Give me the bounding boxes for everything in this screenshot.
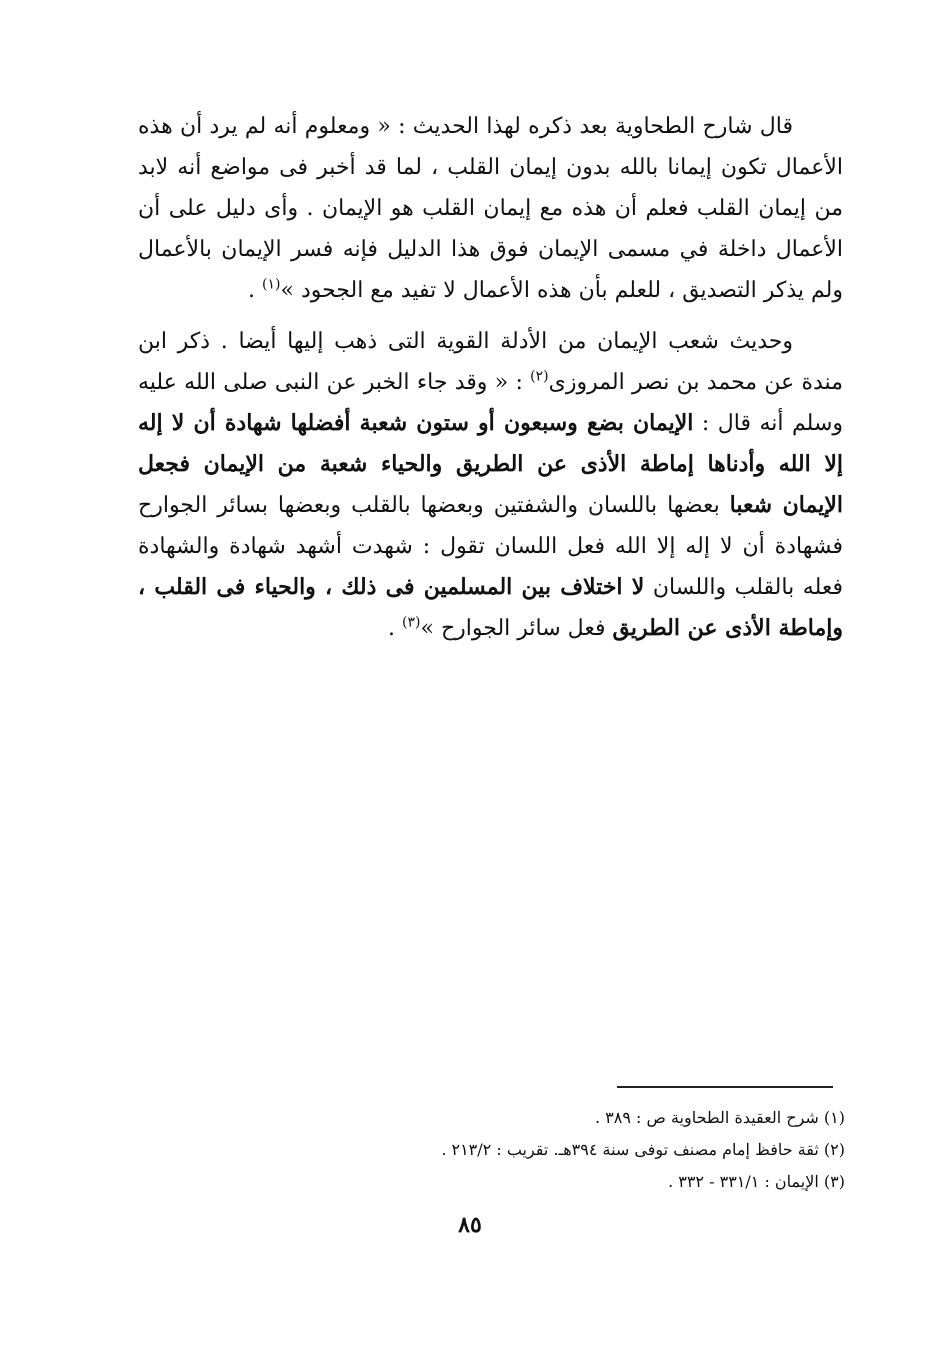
paragraph-2-text-4: فعل سائر الجوارح »: [420, 616, 613, 641]
footnote-3: (٣) الإيمان : ٣٣١/١ - ٣٣٢ .: [668, 1172, 845, 1191]
paragraph-2: [138, 321, 843, 649]
footnote-ref-3: (٣): [402, 614, 421, 631]
paragraph-2-tail: .: [388, 616, 403, 641]
paragraph-1: [138, 106, 843, 311]
main-text: [138, 106, 843, 649]
footnote-divider: [617, 1086, 833, 1088]
paragraph-2-text-3: بعضها باللسان والشفتين وبعضها بالقلب وبعضها بسائر الجوارح فشهادة أن لا إله إلا الله فعل اللسان تقول : شهدت أشهد شهادة والشهادة فعله بالقلب واللسان: [138, 493, 843, 600]
paragraph-1-text: قال شارح الطحاوية بعد ذكره لهذا الحديث : « ومعلوم أنه لم يرد أن هذه الأعمال تكون إيمانا بالله بدون إيمان القلب ، لما قد أخبر فى مواضع أنه لابد من إيمان القلب فعلم أن هذه مع إيمان القلب هو الإيمان . وأى دليل على أن الأعمال داخلة في مسمى الإيمان فوق هذا الدليل فإنه فسر الإيمان بالأعمال ولم يذكر التصديق ، للعلم بأن هذه الأعمال لا تفيد مع الجحود »: [138, 114, 843, 303]
page-number: ٨٥: [458, 1212, 482, 1238]
footnote-1: (١) شرح العقيدة الطحاوية ص : ٣٨٩ .: [595, 1108, 845, 1127]
paragraph-1-tail: .: [248, 278, 263, 303]
paragraph-2-bold-2: لا اختلاف بين المسلمين فى ذلك ، والحياء فى القلب ، وإماطة الأذى عن الطريق: [138, 574, 843, 641]
footnote-ref-2: (٢): [530, 368, 549, 385]
paragraph-2-text-2: : « وقد جاء الخبر عن النبى صلى الله عليه وسلم أنه قال :: [138, 370, 843, 436]
footnote-ref-1: (١): [262, 276, 281, 293]
hadith-quote: الإيمان بضع وسبعون أو ستون شعبة أفضلها شهادة أن لا إله إلا الله وأدناها إماطة الأذى عن الطريق والحياء شعبة من الإيمان فجعل الإيمان شعبا: [138, 410, 843, 518]
footnote-2: (٢) ثقة حافظ إمام مصنف توفى سنة ٣٩٤هـ. تقريب : ٢١٣/٢ .: [441, 1140, 845, 1159]
footnotes: [300, 1102, 845, 1198]
paragraph-2-text-1: وحديث شعب الإيمان من الأدلة القوية التى ذهب إليها أيضا . ذكر ابن مندة عن محمد بن نصر المروزى: [138, 329, 843, 395]
